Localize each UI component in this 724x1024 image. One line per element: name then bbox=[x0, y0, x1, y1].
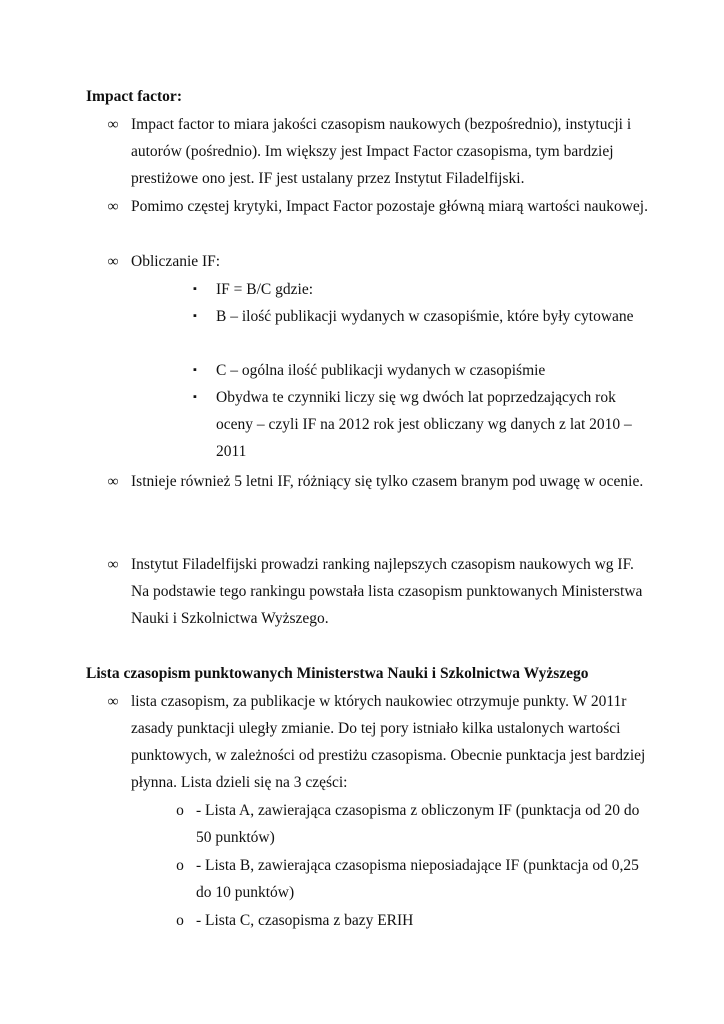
circle-bullet-icon: o bbox=[176, 857, 184, 874]
infinity-bullet-icon: ∞ bbox=[107, 116, 119, 133]
square-bullet-icon: ▪ bbox=[193, 310, 197, 322]
list-item-text: Impact factor to miara jakości czasopism naukowych (bezpośrednio), instytucji i autorów (pośrednio). Im większy jest Impact Factor czasopisma, tym bardziej prestiżowe ono jest. IF jest ustalany przez Instytut Filadelfijski. bbox=[131, 116, 632, 187]
infinity-bullet-icon: ∞ bbox=[107, 473, 119, 490]
list-item-text: Pomimo częstej krytyki, Impact Factor pozostaje główną miarą wartości naukowej. bbox=[131, 198, 648, 215]
sub-list-item-text: - Lista A, zawierająca czasopisma z obliczonym IF (punktacja od 20 do 50 punktów) bbox=[196, 802, 640, 846]
section-heading-lista-czasopism: Lista czasopism punktowanych Ministerstwa Nauki i Szkolnictwa Wyższego bbox=[86, 665, 589, 682]
square-bullet-icon: ▪ bbox=[193, 391, 197, 403]
square-bullet-icon: ▪ bbox=[193, 364, 197, 376]
circle-bullet-icon: o bbox=[176, 802, 184, 819]
circle-bullet-icon: o bbox=[176, 912, 184, 929]
sub-list-item-text: - Lista C, czasopisma z bazy ERIH bbox=[196, 912, 414, 929]
square-bullet-icon: ▪ bbox=[193, 283, 197, 295]
sub-list-item-text: IF = B/C gdzie: bbox=[216, 281, 314, 298]
list-item-text: Obliczanie IF: bbox=[131, 253, 221, 270]
list-item-text: Instytut Filadelfijski prowadzi ranking najlepszych czasopism naukowych wg IF. Na podstawie tego rankingu powstała lista czasopism punktowanych Ministerstwa Nauki i Szkolnictwa Wyższego. bbox=[131, 556, 643, 627]
sub-list-item-text: - Lista B, zawierająca czasopisma nieposiadające IF (punktacja od 0,25 do 10 punktów) bbox=[196, 857, 639, 901]
list-item-text: lista czasopism, za publikacje w których naukowiec otrzymuje punkty. W 2011r zasady punktacji uległy zmianie. Do tej pory istniało kilka ustalonych wartości punktowych, w zależności od prestiżu czasopisma. Obecnie punktacja jest bardziej płynna. Lista dzieli się na 3 części: bbox=[131, 693, 646, 791]
sub-list-item-text: B – ilość publikacji wydanych w czasopiśmie, które były cytowane bbox=[216, 308, 634, 325]
sub-list-item-text: Obydwa te czynniki liczy się wg dwóch lat poprzedzających rok oceny – czyli IF na 2012 rok jest obliczany wg danych z lat 2010 – 2011 bbox=[216, 389, 632, 460]
infinity-bullet-icon: ∞ bbox=[107, 556, 119, 573]
sub-list-item-text: C – ogólna ilość publikacji wydanych w czasopiśmie bbox=[216, 362, 546, 379]
infinity-bullet-icon: ∞ bbox=[107, 693, 119, 710]
infinity-bullet-icon: ∞ bbox=[107, 253, 119, 270]
list-item-text: Istnieje również 5 letni IF, różniący się tylko czasem branym pod uwagę w ocenie. bbox=[131, 473, 644, 490]
section-heading-impact-factor: Impact factor: bbox=[86, 88, 182, 105]
infinity-bullet-icon: ∞ bbox=[107, 198, 119, 215]
